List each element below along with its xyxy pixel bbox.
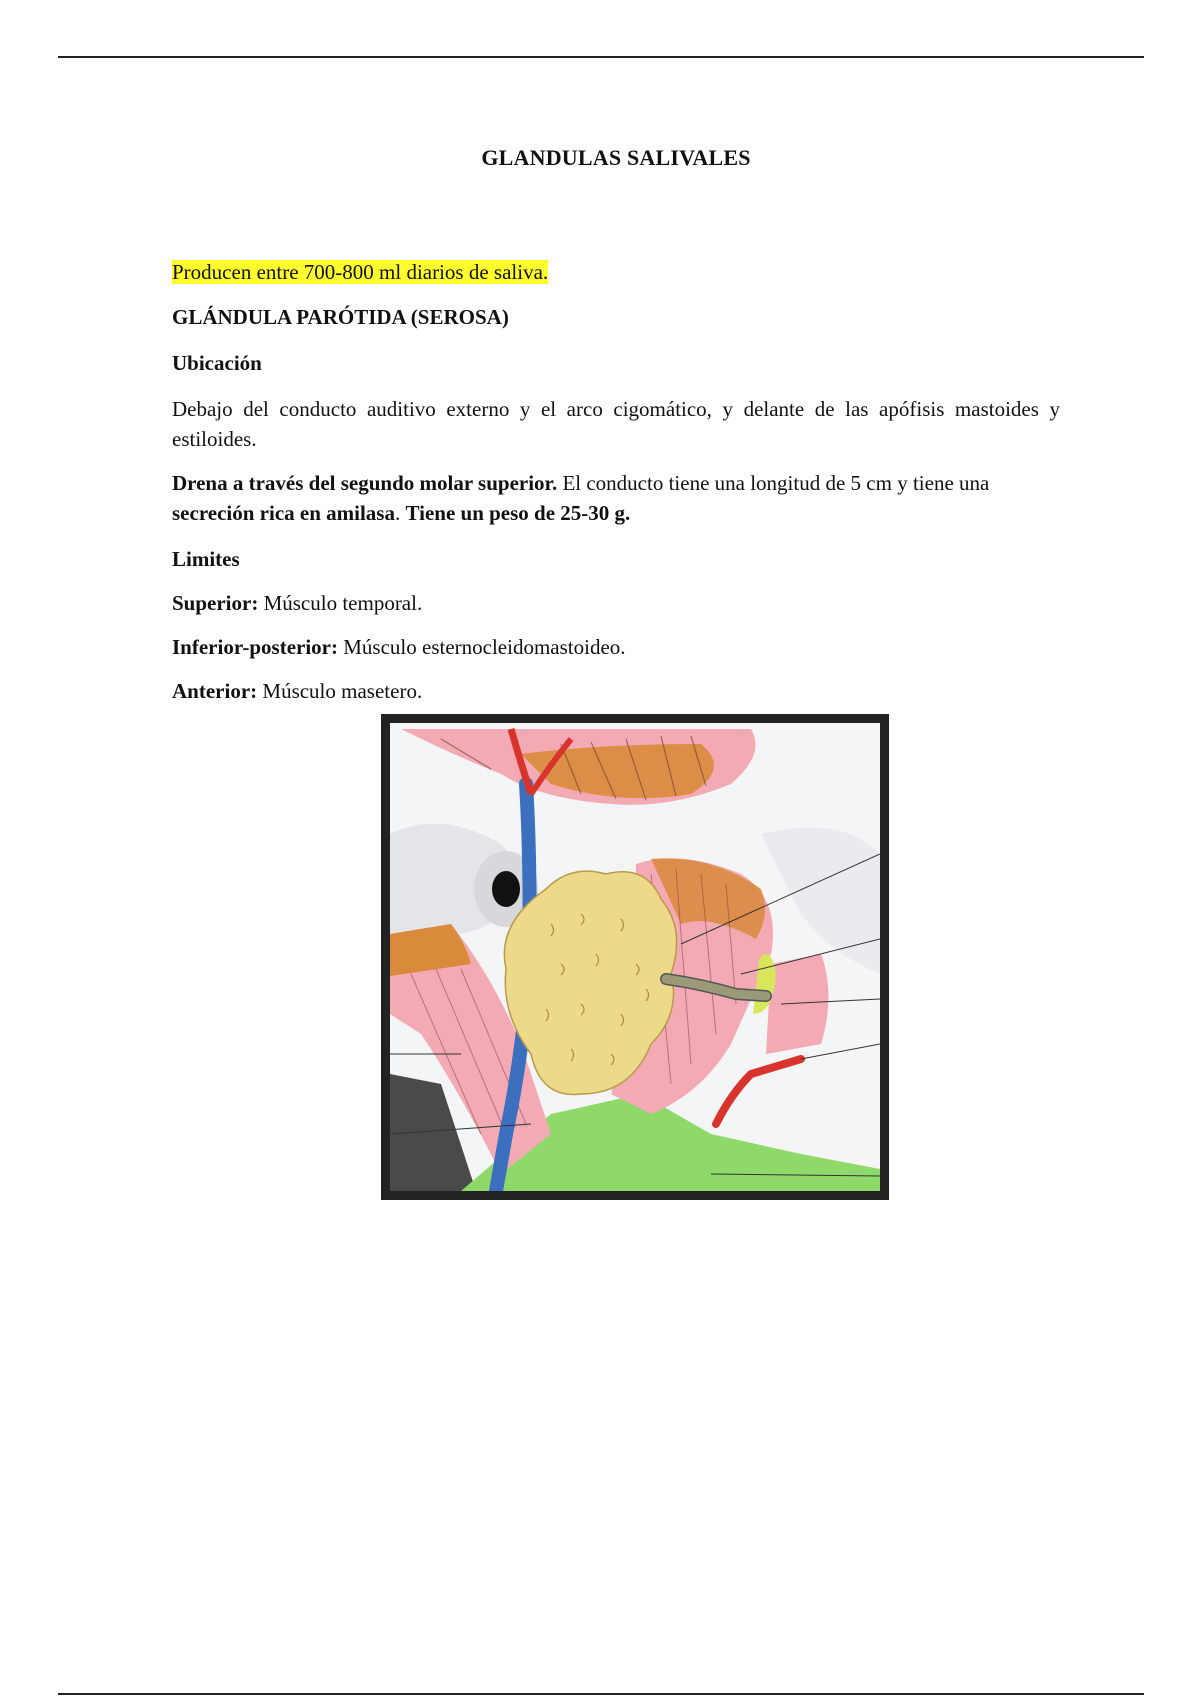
page-title: GLANDULAS SALIVALES [481, 145, 751, 170]
limit-label: Inferior-posterior: [172, 635, 338, 659]
highlighted-text: Producen entre 700-800 ml diarios de saliva. [172, 260, 549, 284]
drainage-bold-3: Tiene un peso de 25-30 g. [405, 501, 631, 525]
limit-text: Músculo masetero. [257, 679, 423, 703]
drainage-bold-1: Drena a través del segundo molar superior. [172, 471, 558, 495]
limit-label: Anterior: [172, 679, 258, 703]
intro-paragraph [172, 257, 1060, 287]
section-heading: GLÁNDULA PARÓTIDA (SEROSA) [172, 305, 509, 329]
anatomy-illustration [381, 714, 889, 1200]
parotid-anatomy-figure [381, 714, 889, 1200]
page-content [172, 140, 1060, 706]
limit-inferior-posterior [172, 632, 1060, 662]
location-paragraph: Debajo del conducto auditivo externo y el arco cigomático, y delante de las apófisis mastoides y estiloides. [172, 397, 1060, 451]
ear-canal [492, 871, 520, 907]
drainage-text-2: . [394, 501, 406, 525]
location-heading: Ubicación [172, 351, 262, 375]
limit-text: Músculo temporal. [258, 591, 423, 615]
limit-text: Músculo esternocleidomastoideo. [338, 635, 626, 659]
footer-rule [58, 1693, 1144, 1695]
limit-label: Superior: [172, 591, 259, 615]
drainage-text-1: El conducto tiene una longitud de 5 cm y tiene una [557, 471, 990, 495]
header-rule [58, 56, 1144, 58]
buccinator-muscle [766, 954, 829, 1054]
drainage-paragraph [172, 468, 1060, 528]
limit-anterior [172, 676, 1060, 706]
drainage-bold-2: secreción rica en amilasa [172, 501, 395, 525]
limit-superior [172, 588, 1060, 618]
limits-heading: Limites [172, 547, 240, 571]
